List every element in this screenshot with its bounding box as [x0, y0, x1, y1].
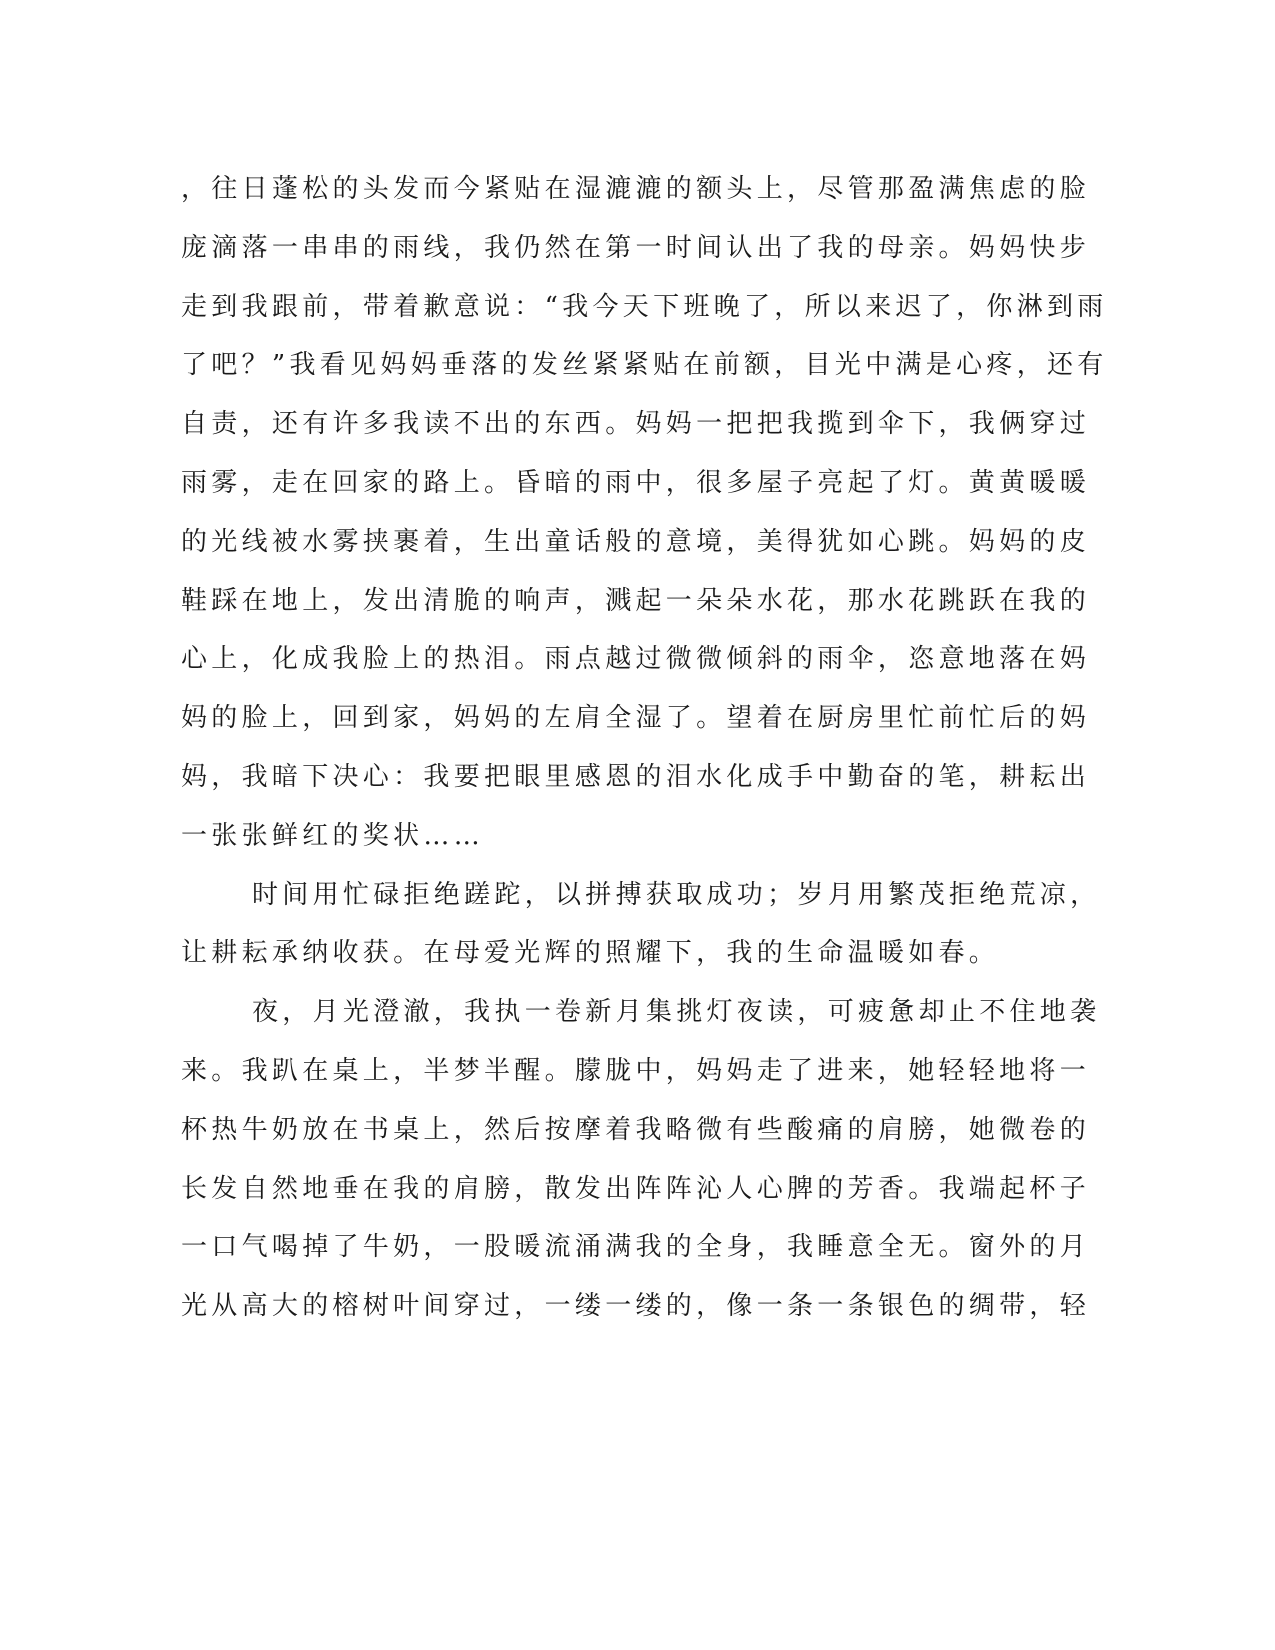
- text-line: 妈，我暗下决心：我要把眼里感恩的泪水化成手中勤奋的笔，耕耘出: [181, 761, 1091, 792]
- text-line: 光从高大的榕树叶间穿过，一缕一缕的，像一条一条银色的绸带，轻: [181, 1291, 1091, 1322]
- text-line: 自责，还有许多我读不出的东西。妈妈一把把我揽到伞下，我俩穿过: [181, 409, 1091, 440]
- text-line: 杯热牛奶放在书桌上，然后按摩着我略微有些酸痛的肩膀，她微卷的: [181, 1114, 1091, 1145]
- text-line: 长发自然地垂在我的肩膀，散发出阵阵沁人心脾的芳香。我端起杯子: [181, 1173, 1091, 1204]
- text-line: 的光线被水雾挟裹着，生出童话般的意境，美得犹如心跳。妈妈的皮: [181, 526, 1091, 557]
- text-line: 妈的脸上，回到家，妈妈的左肩全湿了。望着在厨房里忙前忙后的妈: [181, 703, 1091, 734]
- text-line: 心上，化成我脸上的热泪。雨点越过微微倾斜的雨伞，恣意地落在妈: [181, 644, 1091, 675]
- text-line: 一张张鲜红的奖状……: [181, 820, 485, 851]
- text-line: 走到我跟前，带着歉意说：“我今天下班晚了，所以来迟了，你淋到雨: [181, 291, 1108, 322]
- text-line: 鞋踩在地上，发出清脆的响声，溅起一朵朵水花，那水花跳跃在我的: [181, 585, 1091, 616]
- text-line: 来。我趴在桌上，半梦半醒。朦胧中，妈妈走了进来，她轻轻地将一: [181, 1055, 1091, 1086]
- text-line: 了吧？”我看见妈妈垂落的发丝紧紧贴在前额，目光中满是心疼，还有: [181, 350, 1108, 381]
- body-text: [181, 160, 1108, 1336]
- text-line: 雨雾，走在回家的路上。昏暗的雨中，很多屋子亮起了灯。黄黄暖暖: [181, 467, 1091, 498]
- text-line: ，往日蓬松的头发而今紧贴在湿漉漉的额头上，尽管那盈满焦虑的脸: [181, 174, 1091, 204]
- text-line: 一口气喝掉了牛奶，一股暖流涌满我的全身，我睡意全无。窗外的月: [181, 1232, 1091, 1263]
- text-line: 让耕耘承纳收获。在母爱光辉的照耀下，我的生命温暖如春。: [181, 938, 1000, 969]
- paragraph-start-line: 时间用忙碌拒绝蹉跎，以拼搏获取成功；岁月用繁茂拒绝荒凉，: [252, 879, 1101, 910]
- text-line: 庞滴落一串串的雨线，我仍然在第一时间认出了我的母亲。妈妈快步: [181, 232, 1091, 263]
- paragraph-start-line: 夜，月光澄澈，我执一卷新月集挑灯夜读，可疲惫却止不住地袭: [252, 997, 1101, 1028]
